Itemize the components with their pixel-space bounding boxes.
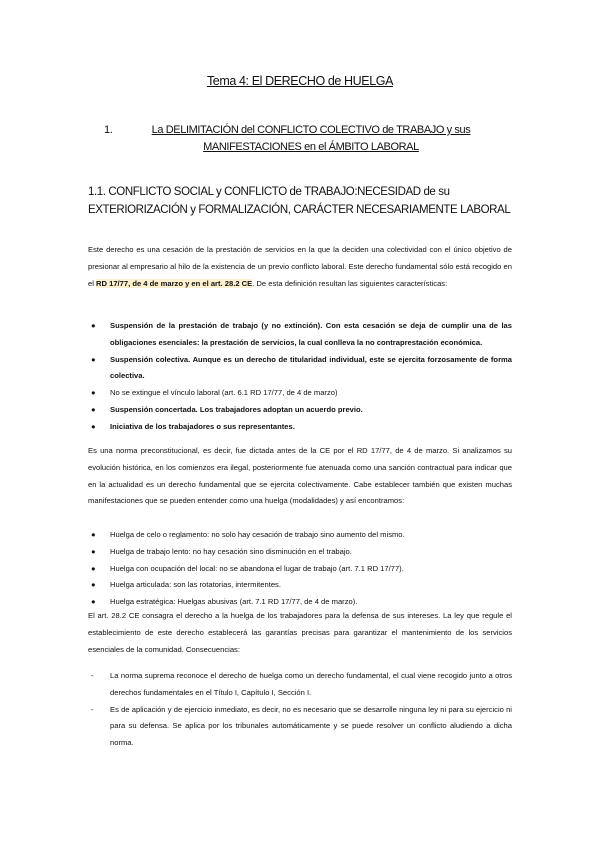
paragraph-definition: Este derecho es una cesación de la prestación de servicios en la que la deciden una colectividad con el único objetivo de presionar al empresario al hilo de la existencia de un previo conflicto laboral. Este derecho fundamental sólo está recogido en el RD 17/77, de 4 de marzo y en el art. 28.2 CE. De esta definición resultan las siguientes características:: [88, 245, 512, 288]
list-item: ● Huelga articulada: son las rotatorias, intermitentes.: [91, 580, 281, 590]
list-item: - La norma suprema reconoce el derecho de huelga como un derecho fundamental, el cual viene recogido junto a otros derechos fundamentales en el Título I, Capítulo I, Sección I.: [91, 671, 512, 697]
subsection-heading: 1.1. CONFLICTO SOCIAL y CONFLICTO de TRABAJO:NECESIDAD de su EXTERIORIZACIÓN y FORMALIZACIÓN, CARÁCTER NECESARIAMENTE LABORAL: [88, 186, 511, 216]
paragraph-constitution: El art. 28.2 CE consagra el derecho a la huelga de los trabajadores para la defensa de sus intereses. La ley que regule el establecimiento de este derecho establecerá las garantías precisas para garantizar el mantenimiento de los servicios esenciales de la comunidad. Consecuencias:: [88, 611, 512, 654]
characteristics-list: [88, 318, 512, 436]
consequences-list: [88, 668, 512, 752]
list-item: ● Iniciativa de los trabajadores o sus representantes.: [91, 421, 295, 431]
list-item: ● Suspensión concertada. Los trabajadores adoptan un acuerdo previo.: [91, 404, 363, 414]
list-item: ● Suspensión colectiva. Aunque es un derecho de titularidad individual, este se ejercita forzosamente de forma colectiva.: [91, 354, 512, 381]
section-heading-text: La DELIMITACIÓN del CONFLICTO COLECTIVO de TRABAJO y sus MANIFESTACIONES en el ÁMBITO LABORAL: [151, 124, 471, 153]
list-item: ● No se extingue el vínculo laboral (art. 6.1 RD 17/77, de 4 de marzo): [91, 388, 338, 398]
modalities-list: [88, 527, 512, 611]
list-item: ● Huelga con ocupación del local: no se abandona el lugar de trabajo (art. 7.1 RD 17/77).: [91, 563, 404, 573]
list-item: - Es de aplicación y de ejercicio inmediato, es decir, no es necesario que se desarrolle ninguna ley ni para su ejercicio ni para su defensa. Se aplica por los tribunales automáticamente y se puede resolver un conflicto aludiendo a dicha norma.: [91, 704, 512, 748]
document-title: Tema 4: El DERECHO de HUELGA: [206, 74, 394, 88]
section-number: 1.: [104, 124, 113, 136]
list-item: ● Huelga estratégica: Huelgas abusivas (art. 7.1 RD 17/77, de 4 de marzo).: [91, 597, 358, 607]
list-item: ● Huelga de trabajo lento: no hay cesación sino disminución en el trabajo.: [91, 546, 352, 556]
paragraph-history: Es una norma preconstitucional, es decir, fue dictada antes de la CE por el RD 17/77, de 4 de marzo. Si analizamos su evolución histórica, en los comienzos era ilegal, posteriormente fue atenuada como una sanción contractual para indicar que en la actualidad es un derecho fundamental que se ejercita colectivamente. Cabe establecer también que existen muchas manifestaciones que se pueden entender como una huelga (modalidades) y así encontramos:: [88, 446, 512, 506]
list-item: ● Suspensión de la prestación de trabajo (y no extinción). Con esta cesación se deja de cumplir una de las obligaciones esenciales: la prestación de servicios, la cual conlleva la no contraprestación económica.: [91, 321, 512, 347]
highlighted-reference: RD 17/77, de 4 de marzo y en el art. 28.2 CE: [96, 278, 253, 288]
list-item: ● Huelga de celo o reglamento: no solo hay cesación de trabajo sino aumento del mismo.: [91, 530, 405, 539]
section-heading: [88, 122, 512, 156]
